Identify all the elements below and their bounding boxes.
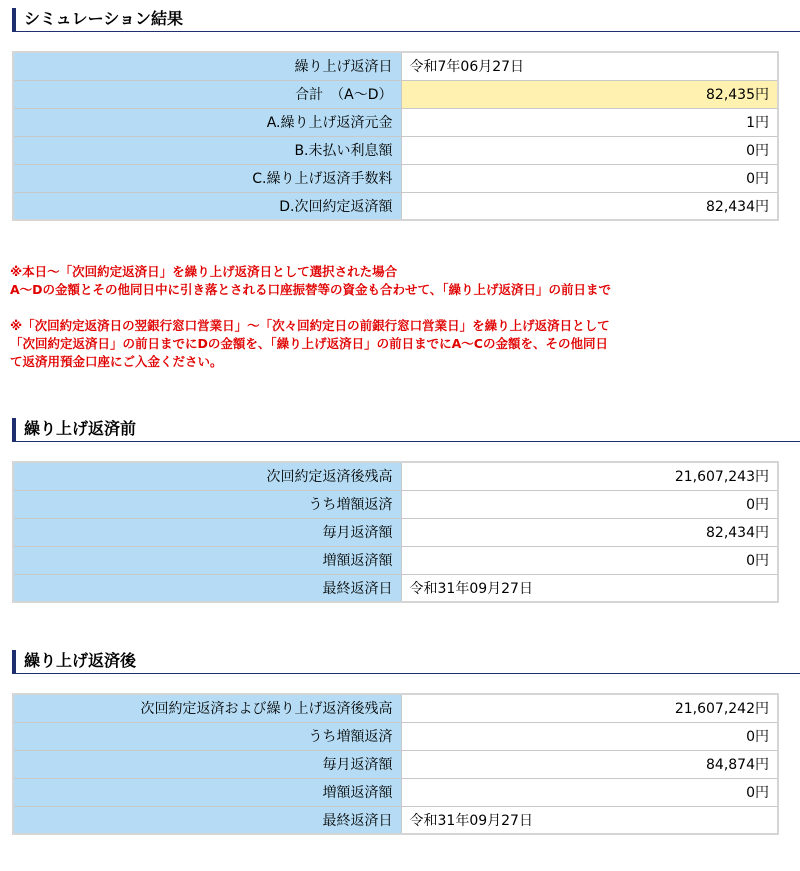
row-label: 毎月返済額 xyxy=(13,750,401,778)
row-value: 0円 xyxy=(401,778,778,806)
table-row xyxy=(13,518,778,546)
row-label: 毎月返済額 xyxy=(13,518,401,546)
row-label: D.次回約定返済額 xyxy=(13,192,401,220)
row-label: うち増額返済 xyxy=(13,490,401,518)
table-row xyxy=(13,778,778,806)
table-row xyxy=(13,136,778,164)
row-value: 1円 xyxy=(401,108,778,136)
table-row xyxy=(13,750,778,778)
table-row xyxy=(13,546,778,574)
table-row xyxy=(13,164,778,192)
notes xyxy=(10,263,800,371)
row-value: 令和7年06月27日 xyxy=(401,52,778,80)
before-prepayment-table xyxy=(12,461,779,603)
note-1-line-1: ※本日～「次回約定返済日」を繰り上げ返済日として選択された場合 xyxy=(10,264,398,279)
after-prepayment-title: 繰り上げ返済後 xyxy=(12,650,800,674)
after-prepayment-table xyxy=(12,693,779,835)
note-1-line-2: A～Dの金額とその他同日中に引き落とされる口座振替等の資金も合わせて、「繰り上げ返済日」の前日まで xyxy=(10,282,612,297)
table-row xyxy=(13,574,778,602)
row-label: 合計 （A～D） xyxy=(13,80,401,108)
row-value: 21,607,242円 xyxy=(401,694,778,722)
simulation-rows xyxy=(13,52,778,220)
table-row xyxy=(13,694,778,722)
table-row xyxy=(13,490,778,518)
table-row xyxy=(13,52,778,80)
row-label: 最終返済日 xyxy=(13,806,401,834)
row-value: 82,434円 xyxy=(401,192,778,220)
after-rows xyxy=(13,694,778,834)
simulation-result-table xyxy=(12,51,779,221)
row-value: 21,607,243円 xyxy=(401,462,778,490)
row-value: 0円 xyxy=(401,546,778,574)
before-rows xyxy=(13,462,778,602)
row-label: C.繰り上げ返済手数料 xyxy=(13,164,401,192)
row-value: 82,434円 xyxy=(401,518,778,546)
table-row xyxy=(13,108,778,136)
row-value: 令和31年09月27日 xyxy=(401,806,778,834)
note-2-line-3: て返済用預金口座にご入金ください。 xyxy=(10,354,223,369)
note-2-line-2: 「次回約定返済日」の前日までにDの金額を、「繰り上げ返済日」の前日までにA～Cの金額を、その他同日 xyxy=(10,336,608,351)
row-value: 0円 xyxy=(401,722,778,750)
table-row xyxy=(13,462,778,490)
row-value: 0円 xyxy=(401,136,778,164)
note-2-line-1: ※「次回約定返済日の翌銀行窓口営業日」～「次々回約定日の前銀行窓口営業日」を繰り上げ返済日として xyxy=(10,318,610,333)
row-value: 令和31年09月27日 xyxy=(401,574,778,602)
table-row xyxy=(13,192,778,220)
row-label: 次回約定返済および繰り上げ返済後残高 xyxy=(13,694,401,722)
table-row xyxy=(13,722,778,750)
row-label: 繰り上げ返済日 xyxy=(13,52,401,80)
row-value: 0円 xyxy=(401,490,778,518)
row-label: 次回約定返済後残高 xyxy=(13,462,401,490)
row-label: 最終返済日 xyxy=(13,574,401,602)
simulation-result-title: シミュレーション結果 xyxy=(12,8,800,32)
row-label: 増額返済額 xyxy=(13,546,401,574)
table-row xyxy=(13,80,778,108)
row-label: B.未払い利息額 xyxy=(13,136,401,164)
row-label: 増額返済額 xyxy=(13,778,401,806)
row-label: うち増額返済 xyxy=(13,722,401,750)
table-row xyxy=(13,806,778,834)
row-label: A.繰り上げ返済元金 xyxy=(13,108,401,136)
row-value: 84,874円 xyxy=(401,750,778,778)
row-value: 0円 xyxy=(401,164,778,192)
before-prepayment-title: 繰り上げ返済前 xyxy=(12,418,800,442)
row-value: 82,435円 xyxy=(401,80,778,108)
